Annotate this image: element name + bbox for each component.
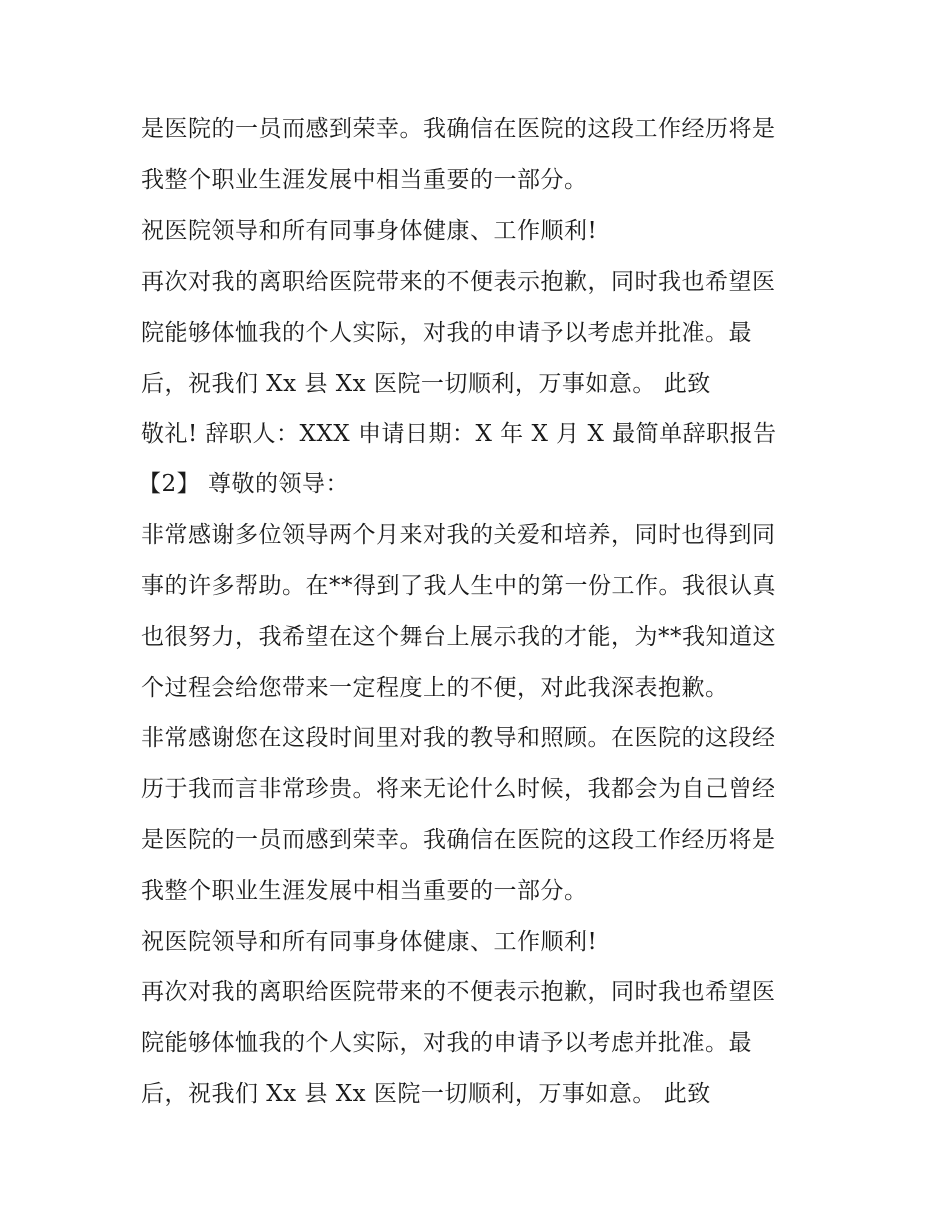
text-line: 个过程会给您带来一定程度上的不便，对此我深表抱歉。 bbox=[141, 675, 729, 701]
text-line: 非常感谢多位领导两个月来对我的关爱和培养，同时也得到同 bbox=[141, 522, 776, 548]
text-line: 祝医院领导和所有同事身体健康、工作顺利! bbox=[141, 929, 598, 955]
text-line: 后，祝我们 Xx 县 Xx 医院一切顺利，万事如意。 此致 bbox=[141, 371, 711, 397]
text-line: 敬礼! 辞职人：XXX 申请日期：X 年 X 月 X 最简单辞职报告 bbox=[141, 421, 777, 447]
text-line: 院能够体恤我的个人实际，对我的申请予以考虑并批准。最 bbox=[141, 320, 752, 346]
text-line: 院能够体恤我的个人实际，对我的申请予以考虑并批准。最 bbox=[141, 1030, 752, 1056]
text-line: 历于我而言非常珍贵。将来无论什么时候，我都会为自己曾经 bbox=[141, 776, 776, 802]
text-line: 我整个职业生涯发展中相当重要的一部分。 bbox=[141, 167, 588, 193]
text-line: 再次对我的离职给医院带来的不便表示抱歉，同时我也希望医 bbox=[141, 979, 776, 1005]
text-line: 祝医院领导和所有同事身体健康、工作顺利! bbox=[141, 218, 598, 244]
text-line: 是医院的一员而感到荣幸。我确信在医院的这段工作经历将是 bbox=[141, 827, 776, 853]
text-line: 非常感谢您在这段时间里对我的教导和照顾。在医院的这段经 bbox=[141, 725, 776, 751]
text-line: 也很努力，我希望在这个舞台上展示我的才能，为**我知道这 bbox=[141, 624, 776, 650]
text-line: 再次对我的离职给医院带来的不便表示抱歉，同时我也希望医 bbox=[141, 269, 776, 295]
text-line: 事的许多帮助。在**得到了我人生中的第一份工作。我很认真 bbox=[141, 573, 776, 599]
text-line: 后，祝我们 Xx 县 Xx 医院一切顺利，万事如意。 此致 bbox=[141, 1081, 711, 1107]
section-heading: 【2】 尊敬的领导： bbox=[138, 471, 349, 497]
text-line: 我整个职业生涯发展中相当重要的一部分。 bbox=[141, 878, 588, 904]
text-line: 是医院的一员而感到荣幸。我确信在医院的这段工作经历将是 bbox=[141, 116, 776, 142]
